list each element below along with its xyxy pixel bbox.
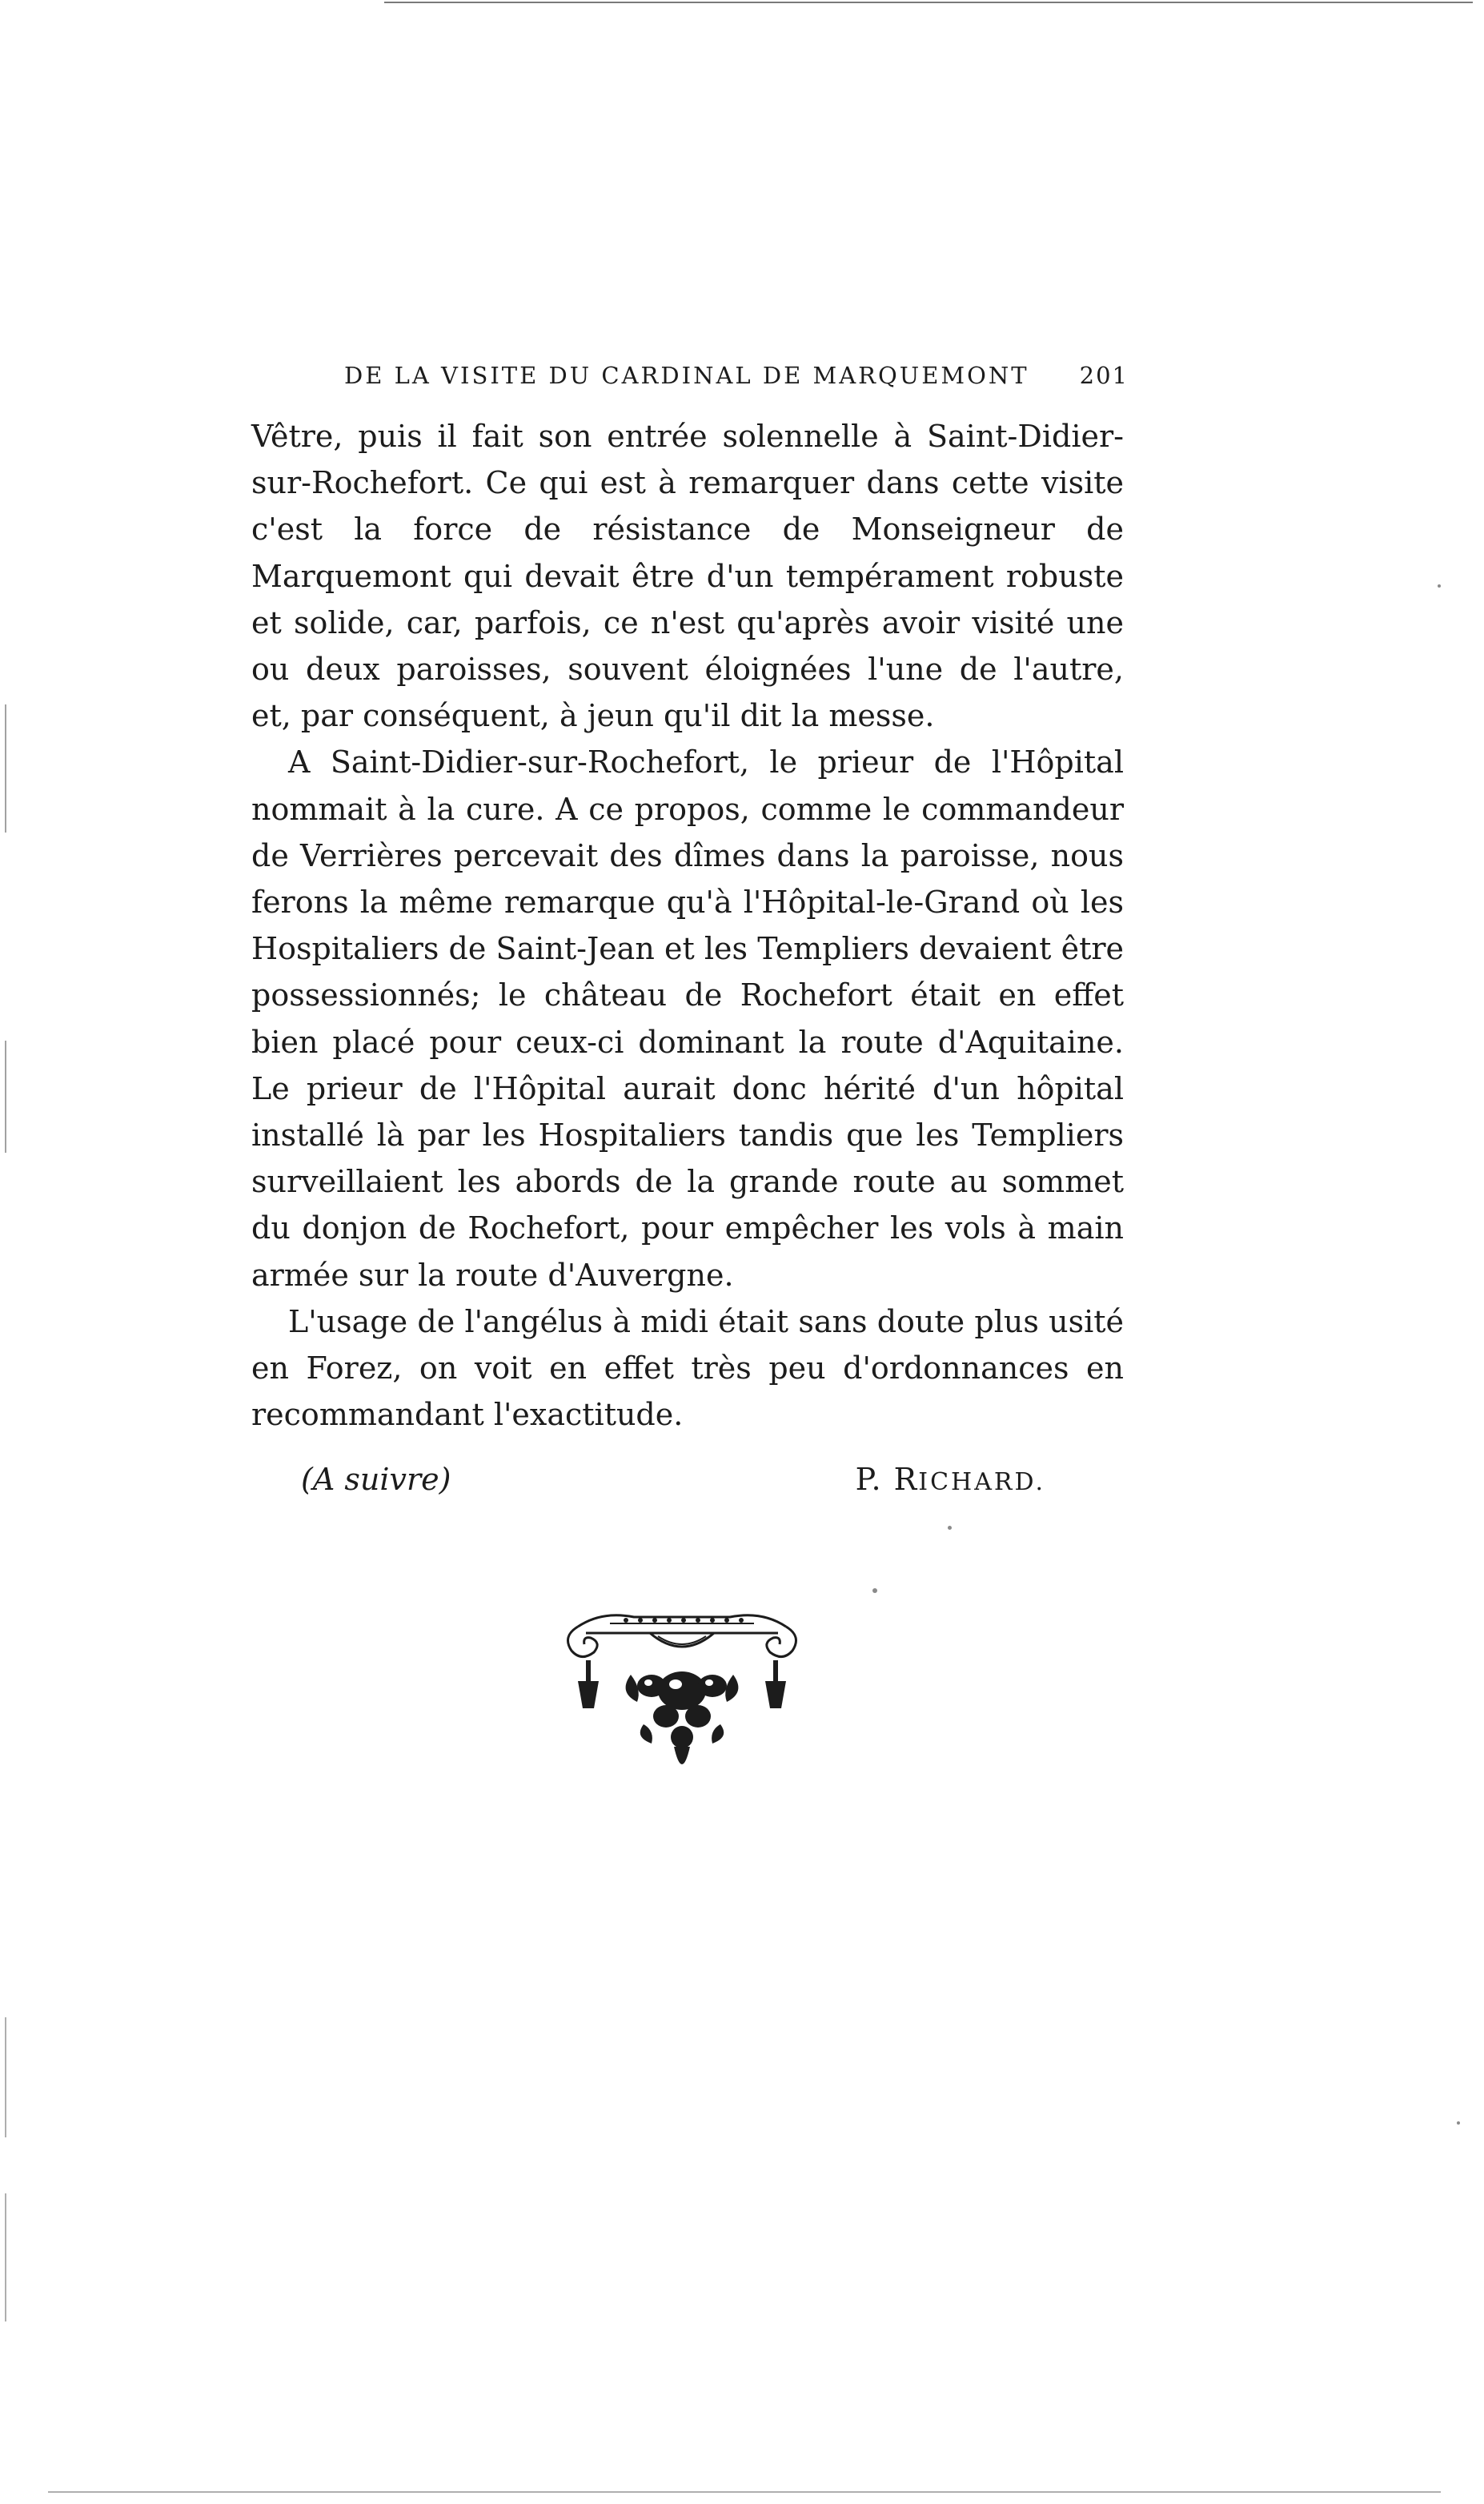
running-head-title: DE LA VISITE DU CARDINAL DE MARQUEMONT [344, 362, 1029, 389]
author-surname-smallcaps: ICHARD. [918, 1468, 1045, 1496]
running-head [344, 355, 1129, 395]
paragraph-1: Vêtre, puis il fait son entrée solennelle à Saint-Didier-sur-Rochefort. Ce qui est à remarquer dans cette visite c'est la force de résistance de Monseigneur de Marquemont qui devait être d'un tempérament robuste et solide, car, parfois, ce n'est qu'après avoir visité une ou deux paroisses, souvent éloignées l'une de l'autre, et, par conséquent, à jeun qu'il dit la messe. [251, 419, 1124, 734]
body-text [251, 413, 1124, 1438]
scan-speck [1457, 2121, 1460, 2125]
scan-edge-line-top [384, 2, 1473, 3]
page-number: 201 [1079, 362, 1129, 389]
scan-speck [872, 1588, 877, 1593]
scan-edge-line-left-1 [5, 704, 6, 833]
floral-tailpiece-icon [554, 1596, 810, 1788]
scan-speck [948, 1526, 952, 1530]
scan-edge-line-left-4 [5, 2193, 6, 2321]
author-signature [856, 1455, 1045, 1507]
paragraph-2: A Saint-Didier-sur-Rochefort, le prieur de l'Hôpital nommait à la cure. A ce propos, comme le commandeur de Verrières percevait des dîmes dans la paroisse, nous ferons la même remarque qu'à l'Hôpital-le-Grand où les Hospitaliers de Saint-Jean et les Templiers devaient être possessionnés; le château de Rochefort était en effet bien placé pour ceux-ci dominant la route d'Aquitaine. Le prieur de l'Hôpital aurait donc hérité d'un hôpital installé là par les Hospitaliers tandis que les Templiers surveillaient les abords de la grande route au sommet du donjon de Rochefort, pour empêcher les vols à main armée sur la route d'Auvergne. [251, 744, 1124, 1293]
scan-speck [1438, 584, 1441, 588]
scan-edge-line-left-3 [5, 2017, 6, 2137]
paragraph-3: L'usage de l'angélus à midi était sans doute plus usité en Forez, on voit en effet très peu d'ordonnances en recommandant l'exactitude. [251, 1303, 1124, 1433]
scan-edge-line-bottom [48, 2491, 1441, 2493]
author-initial: P. R [855, 1462, 919, 1497]
scan-edge-line-left-2 [5, 1041, 6, 1153]
signature-row [301, 1455, 1045, 1503]
to-be-continued-note: (A suivre) [301, 1462, 451, 1497]
